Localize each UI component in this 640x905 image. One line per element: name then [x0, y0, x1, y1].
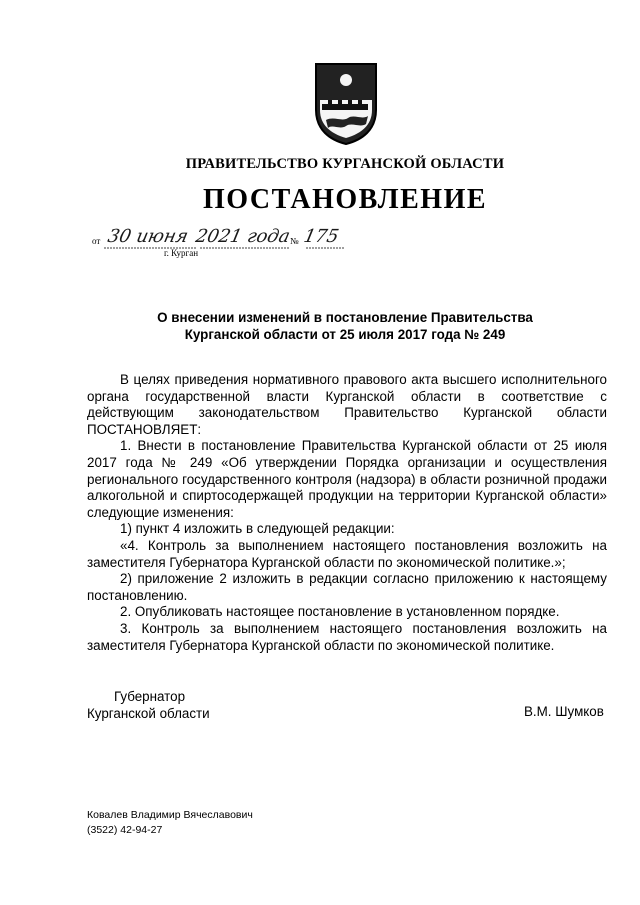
signatory-position-line-1: Губернатор	[114, 689, 186, 704]
government-name: ПРАВИТЕЛЬСТВО КУРГАНСКОЙ ОБЛАСТИ	[185, 156, 505, 172]
document-number: 175	[301, 226, 341, 247]
body-paragraph-preamble: В целях приведения нормативного правового акта высшего исполнительного органа государственной власти Курганской области в соответствие с действующим законодательством Правительство Курганской области ПОСТАНОВЛЯЕТ:	[87, 372, 607, 437]
body-paragraph-subitem-1: 1) пункт 4 изложить в следующей редакции:	[120, 521, 395, 537]
document-title: ПОСТАНОВЛЕНИЕ	[202, 184, 488, 215]
dateline	[92, 228, 352, 262]
body-paragraph-item-2: 2. Опубликовать настоящее постановление в установленном порядке.	[120, 604, 560, 620]
subject-line-2: Курганской области от 25 июля 2017 года № 249	[184, 327, 506, 342]
subject-line-1: О внесении изменений в постановление Правительства	[157, 310, 533, 325]
date-day-month: 30 июня	[105, 226, 191, 247]
executor-name: Ковалев Владимир Вячеславович	[87, 809, 253, 821]
dateline-underline	[104, 246, 344, 250]
coat-of-arms-emblem	[312, 60, 380, 146]
date-from-label: от	[92, 236, 101, 246]
executor-phone: (3522) 42-94-27	[87, 824, 163, 836]
document-body	[87, 372, 607, 654]
body-paragraph-quote: «4. Контроль за выполнением настоящего постановления возложить на заместителя Губернатора Курганской области по экономической политике.»;	[87, 537, 607, 570]
subject-heading	[60, 309, 630, 343]
signatory-position-line-2: Курганской области	[87, 706, 210, 721]
executor-contact	[87, 808, 253, 838]
number-label: №	[290, 236, 299, 246]
body-paragraph-item-3: 3. Контроль за выполнением настоящего постановления возложить на заместителя Губернатора Курганской области по экономической политике.	[87, 620, 607, 653]
signatory-name: В.М. Шумков	[524, 704, 604, 719]
city: г. Курган	[164, 248, 199, 258]
signatory-position	[87, 688, 210, 722]
date-year: 2021 года	[193, 226, 292, 247]
body-paragraph-subitem-2: 2) приложение 2 изложить в редакции согласно приложению к настоящему постановлению.	[87, 571, 607, 603]
body-paragraph-item-1: 1. Внести в постановление Правительства Курганской области от 25 июля 2017 года № 249 «Об утверждении Порядка организации и осуществления регионального государственного контроля (надзора) в области розничной продажи алкогольной и спиртосодержащей продукции на территории Курганской области» следующие изменения:	[87, 438, 607, 520]
